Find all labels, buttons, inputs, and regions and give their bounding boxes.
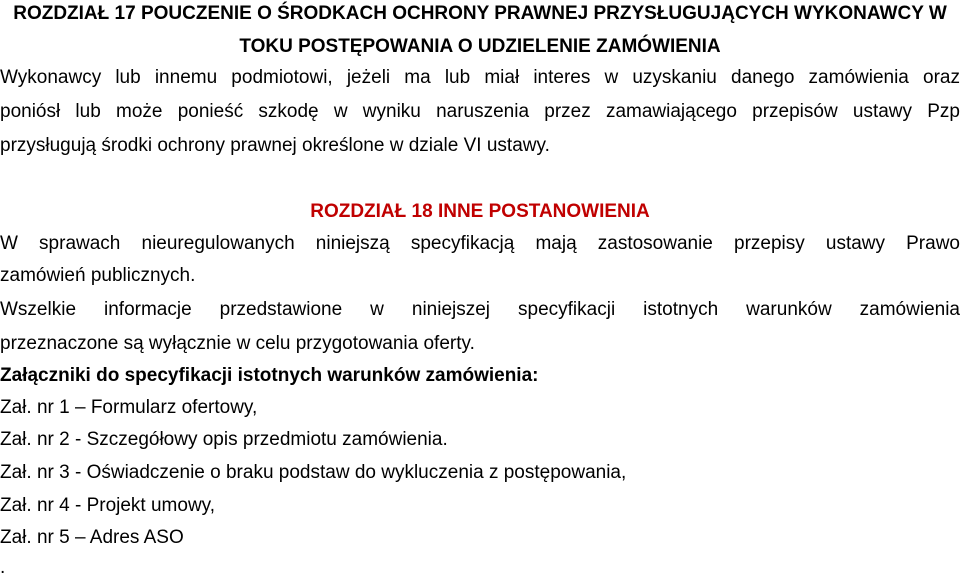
section-18-paragraph-1-line: zamówień publicznych. bbox=[0, 265, 196, 286]
section-17-paragraph-line: poniósł lub może ponieść szkodę w wyniku naruszenia przez zamawiającego przepisów ustawy Pzp bbox=[0, 101, 960, 122]
section-18-paragraph-2-line: Wszelkie informacje przedstawione w niniejszej specyfikacji istotnych warunków zamówienia bbox=[0, 299, 960, 320]
attachment-item: Zał. nr 4 - Projekt umowy, bbox=[0, 495, 216, 516]
section-18-paragraph-1-line: W sprawach nieuregulowanych niniejszą specyfikacją mają zastosowanie przepisy ustawy Prawo bbox=[0, 233, 960, 254]
attachments-heading: Załączniki do specyfikacji istotnych warunków zamówienia: bbox=[0, 365, 539, 386]
section-17-title-line-2: TOKU POSTĘPOWANIA O UDZIELENIE ZAMÓWIENIA bbox=[239, 36, 721, 57]
attachment-item: Zał. nr 1 – Formularz ofertowy, bbox=[0, 397, 258, 418]
section-18-title: ROZDZIAŁ 18 INNE POSTANOWIENIA bbox=[310, 201, 650, 222]
trailing-dot: . bbox=[0, 557, 6, 578]
attachment-item: Zał. nr 3 - Oświadczenie o braku podstaw do wykluczenia z postępowania, bbox=[0, 462, 627, 483]
section-17-title-line-1: ROZDZIAŁ 17 POUCZENIE O ŚRODKACH OCHRONY PRAWNEJ PRZYSŁUGUJĄCYCH WYKONAWCY W bbox=[13, 3, 947, 24]
section-17-paragraph-line: przysługują środki ochrony prawnej określone w dziale VI ustawy. bbox=[0, 135, 550, 156]
section-17-paragraph-line: Wykonawcy lub innemu podmiotowi, jeżeli ma lub miał interes w uzyskaniu danego zamówienia oraz bbox=[0, 67, 960, 88]
attachment-item: Zał. nr 2 - Szczegółowy opis przedmiotu zamówienia. bbox=[0, 429, 448, 450]
attachment-item: Zał. nr 5 – Adres ASO bbox=[0, 527, 184, 548]
section-18-paragraph-2-line: przeznaczone są wyłącznie w celu przygotowania oferty. bbox=[0, 333, 475, 354]
